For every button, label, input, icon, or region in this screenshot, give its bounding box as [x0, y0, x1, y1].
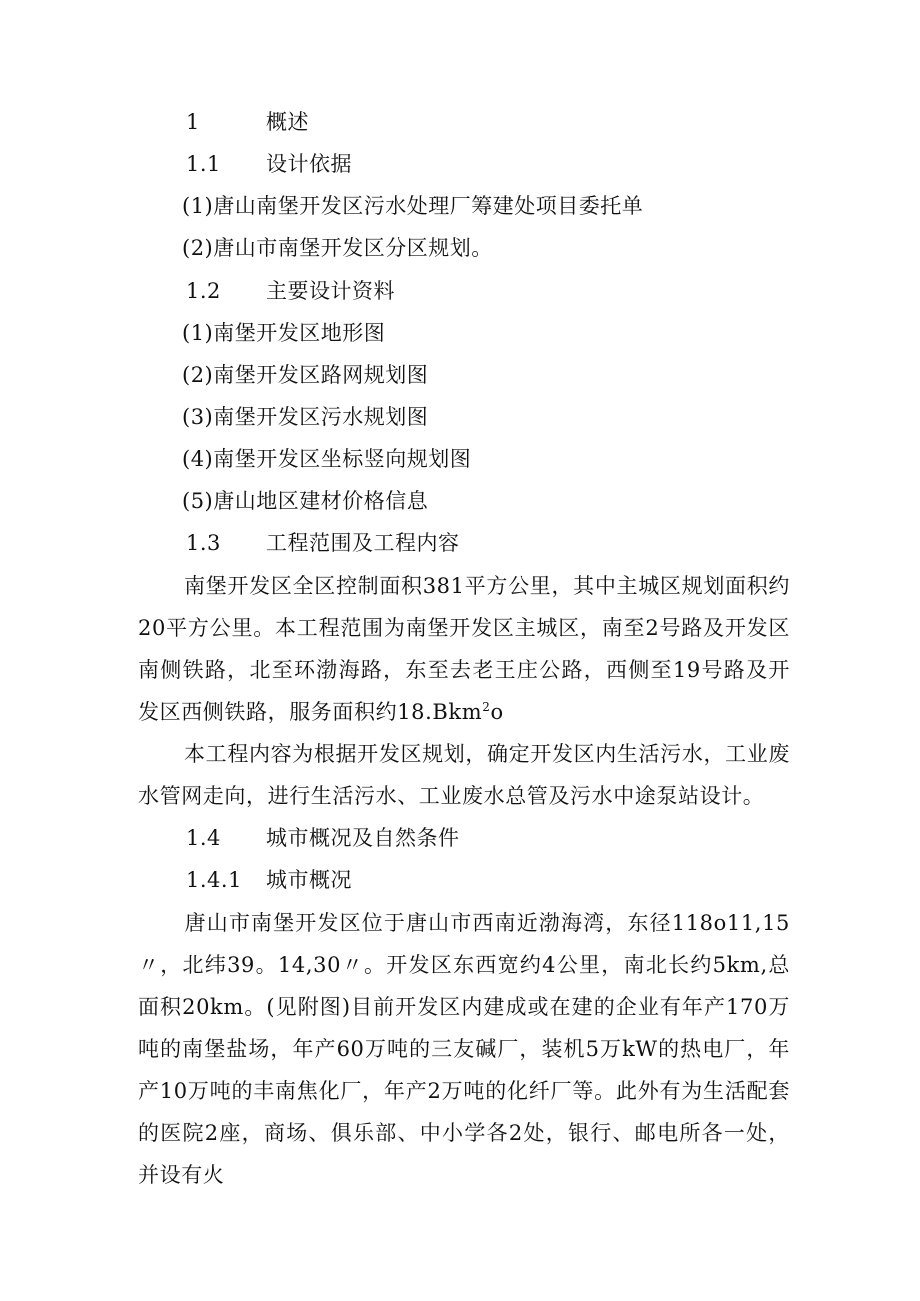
material-item-3: (3)南堡开发区污水规划图	[182, 405, 429, 429]
heading-1-4	[186, 823, 460, 853]
basis-item-2: (2)唐山市南堡开发区分区规划。	[182, 236, 493, 260]
heading-1-4-1	[186, 865, 352, 895]
heading-title: 概述	[266, 110, 309, 134]
heading-1-2	[186, 276, 395, 306]
heading-1-1	[186, 149, 352, 179]
heading-number: 1.1	[186, 152, 221, 176]
heading-number: 1	[186, 110, 200, 134]
superscript: 2	[482, 700, 491, 714]
heading-number: 1.3	[186, 531, 221, 555]
heading-title: 城市概况	[266, 868, 352, 892]
paragraph-scope	[138, 565, 790, 733]
heading-number: 1.4	[186, 826, 221, 850]
paragraph-end: o	[490, 700, 504, 724]
heading-number: 1.4.1	[186, 868, 242, 892]
heading-title: 城市概况及自然条件	[266, 826, 460, 850]
heading-title: 设计依据	[266, 152, 352, 176]
heading-1	[186, 107, 309, 137]
paragraph-text: 本工程内容为根据开发区规划，确定开发区内生活污水，工业废水管网走向，进行生活污水、工业废水总管及污水中途泵站设计。	[138, 742, 790, 808]
material-item-4: (4)南堡开发区坐标竖向规划图	[182, 447, 472, 471]
basis-item-1: (1)唐山南堡开发区污水处理厂筹建处项目委托单	[182, 194, 644, 218]
material-item-2: (2)南堡开发区路网规划图	[182, 363, 429, 387]
paragraph-text: 唐山市南堡开发区位于唐山市西南近渤海湾，东径118o11,15〃，北纬39。14,30〃。开发区东西宽约4公里，南北长约5km,总面积20km。(见附图)目前开发区内建成或在建的企业有年产170万吨的南堡盐场，年产60万吨的三友碱厂，装机5万kW的热电厂，年产10万吨的丰南焦化厂，年产2万吨的化纤厂等。此外有为生活配套的医院2座，商场、俱乐部、中小学各2处，银行、邮电所各一处，并设有火	[138, 911, 790, 1187]
paragraph-content	[138, 733, 790, 817]
heading-title: 主要设计资料	[266, 279, 395, 303]
heading-1-3	[186, 528, 460, 558]
material-item-1: (1)南堡开发区地形图	[182, 321, 386, 345]
paragraph-city	[138, 902, 790, 1196]
paragraph-text: 南堡开发区全区控制面积381平方公里，其中主城区规划面积约20平方公里。本工程范围为南堡开发区主城区，南至2号路及开发区南侧铁路，北至环渤海路，东至去老王庄公路，西侧至19号路及开发区西侧铁路，服务面积约18.Bkm	[138, 574, 790, 724]
material-item-5: (5)唐山地区建材价格信息	[182, 489, 429, 513]
heading-title: 工程范围及工程内容	[266, 531, 460, 555]
heading-number: 1.2	[186, 279, 221, 303]
